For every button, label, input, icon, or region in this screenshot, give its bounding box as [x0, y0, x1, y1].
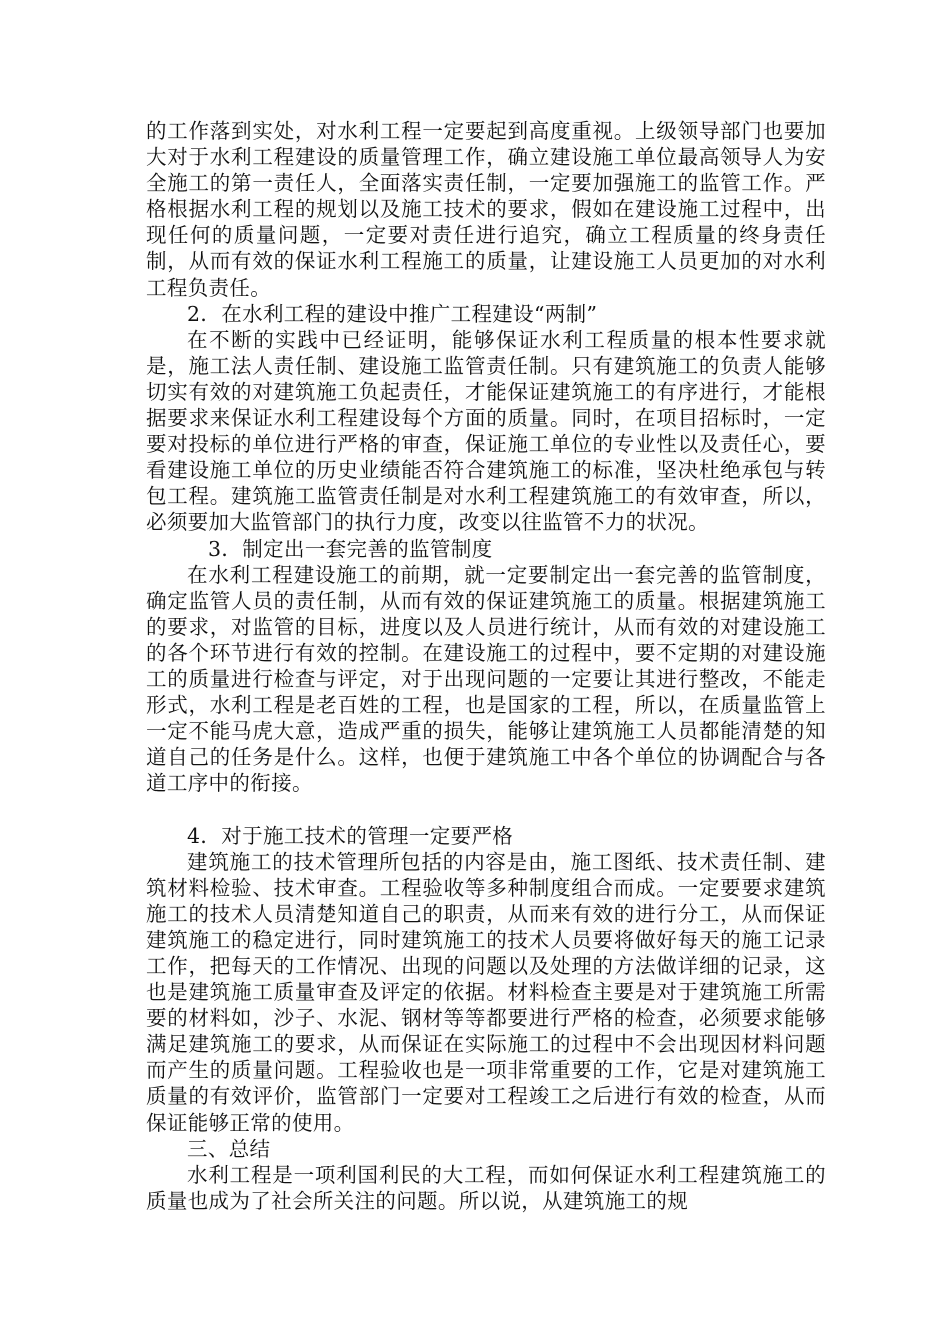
body-paragraph: 的工作落到实处，对水利工程一定要起到高度重视。上级领导部门也要加大对于水利工程建设的质量管理工作，确立建设施工单位最高领导人为安全施工的第一责任人，全面落实责任制，一定要加强施工的监管工作。严格根据水利工程的规划以及施工技术的要求，假如在建设施工过程中，出现任何的质量问题，一定要对责任进行追究，确立工程质量的终身责任制，从而有效的保证水利工程施工的质量，让建设施工人员更加的对水利工程负责任。	[146, 119, 826, 300]
section-heading: 4．对于施工技术的管理一定要严格	[187, 823, 514, 848]
body-paragraph: 在水利工程建设施工的前期，就一定要制定出一套完善的监管制度，确定监管人员的责任制，从而有效的保证建筑施工的质量。根据建筑施工的要求，对监管的目标，进度以及人员进行统计，从而有效的对建设施工的各个环节进行有效的控制。在建设施工的过程中，要不定期的对建设施工的质量进行检查与评定，对于出现问题的一定要让其进行整改，不能走形式，水利工程是老百姓的工程，也是国家的工程，所以，在质量监管上一定不能马虎大意，造成严重的损失，能够让建筑施工人员都能清楚的知道自己的任务是什么。这样，也便于建筑施工中各个单位的协调配合与各道工序中的衔接。	[146, 562, 826, 796]
document-body	[146, 118, 826, 1214]
blank-line	[146, 796, 826, 822]
section-heading: 三、总结	[187, 1136, 271, 1161]
body-paragraph: 水利工程是一项利国利民的大工程，而如何保证水利工程建筑施工的质量也成为了社会所关注的问题。所以说，从建筑施工的规	[146, 1162, 826, 1213]
body-paragraph: 在不断的实践中已经证明，能够保证水利工程质量的根本性要求就是，施工法人责任制、建设施工监管责任制。只有建筑施工的负责人能够切实有效的对建筑施工负起责任，才能保证建筑施工的有序进行，才能根据要求来保证水利工程建设每个方面的质量。同时，在项目招标时，一定要对投标的单位进行严格的审查，保证施工单位的专业性以及责任心，要看建设施工单位的历史业绩能否符合建筑施工的标准，坚决杜绝承包与转包工程。建筑施工监管责任制是对水利工程建筑施工的有效审查，所以，必须要加大监管部门的执行力度，改变以往监管不力的状况。	[146, 327, 826, 535]
section-heading: 2．在水利工程的建设中推广工程建设“两制”	[187, 301, 598, 326]
body-paragraph: 建筑施工的技术管理所包括的内容是由，施工图纸、技术责任制、建筑材料检验、技术审查。工程验收等多种制度组合而成。一定要要求建筑施工的技术人员清楚知道自己的职责，从而来有效的进行分工，从而保证建筑施工的稳定进行，同时建筑施工的技术人员要将做好每天的施工记录工作，把每天的工作情况、出现的问题以及处理的方法做详细的记录，这也是建筑施工质量审查及评定的依据。材料检查主要是对于建筑施工所需要的材料如，沙子、水泥、钢材等等都要进行严格的检查，必须要求能够满足建筑施工的要求，从而保证在实际施工的过程中不会出现因材料问题而产生的质量问题。工程验收也是一项非常重要的工作，它是对建筑施工质量的有效评价，监管部门一定要对工程竣工之后进行有效的检查，从而保证能够正常的使用。	[146, 849, 826, 1135]
section-heading: 3．制定出一套完善的监管制度	[208, 536, 493, 561]
